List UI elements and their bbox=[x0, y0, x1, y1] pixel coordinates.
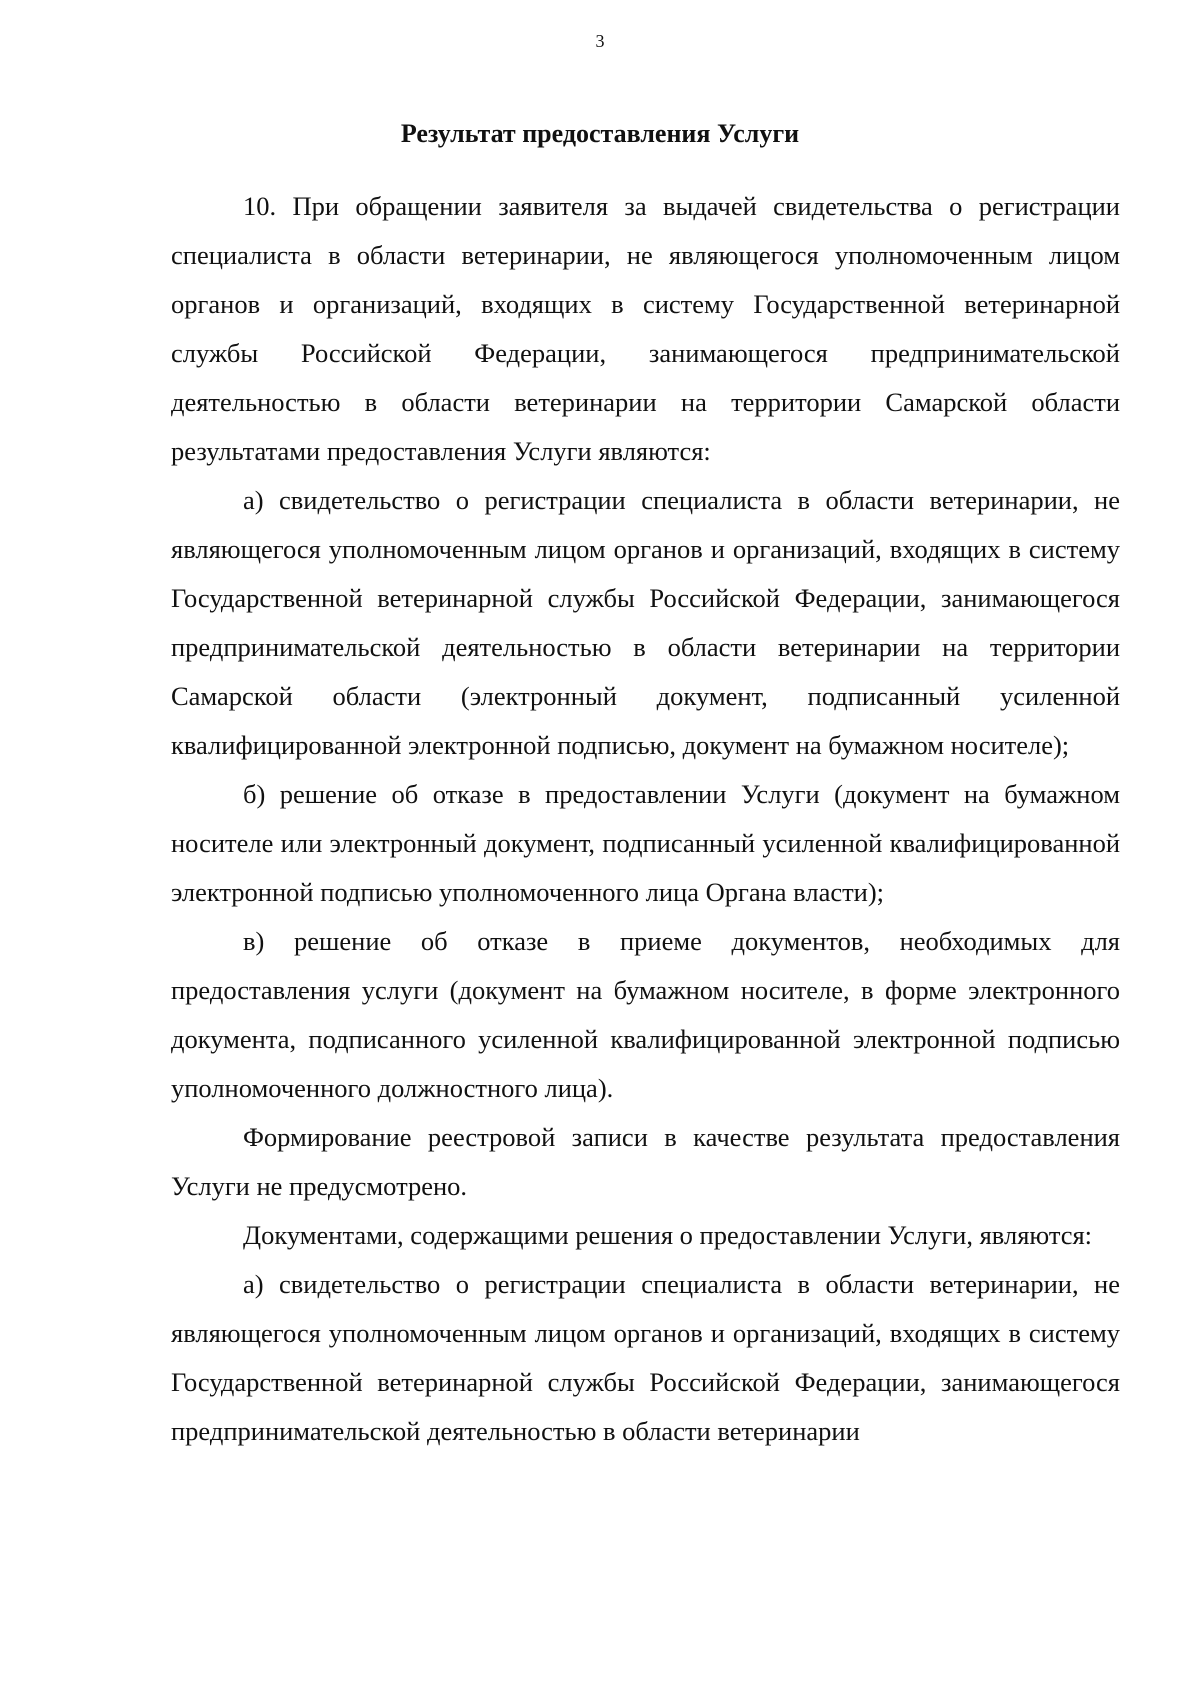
paragraph-item-a: а) свидетельство о регистрации специалиста в области ветеринарии, не являющегося уполномоченным лицом органов и организаций, входящих в систему Государственной ветеринарной службы Российской Федерации, занимающегося предпринимательской деятельностью в области ветеринарии на территории Самарской области (электронный документ, подписанный усиленной квалифицированной электронной подписью, документ на бумажном носителе); bbox=[171, 485, 1120, 760]
section-heading: Результат предоставления Услуги bbox=[400, 119, 800, 148]
paragraph-item-v: в) решение об отказе в приеме документов, необходимых для предоставления услуги (документ на бумажном носителе, в форме электронного документа, подписанного усиленной квалифицированной электронной подписью уполномоченного должностного лица). bbox=[171, 926, 1120, 1103]
paragraph-item-b: б) решение об отказе в предоставлении Услуги (документ на бумажном носителе или электронный документ, подписанный усиленной квалифицированной электронной подписью уполномоченного лица Органа власти); bbox=[171, 779, 1120, 907]
paragraph-decision-item-a: а) свидетельство о регистрации специалиста в области ветеринарии, не являющегося уполномоченным лицом органов и организаций, входящих в систему Государственной ветеринарной службы Российской Федерации, занимающегося предпринимательской деятельностью в области ветеринарии bbox=[171, 1269, 1120, 1446]
page-number: 3 bbox=[595, 31, 605, 51]
paragraph-decision-documents: Документами, содержащими решения о предоставлении Услуги, являются: bbox=[243, 1220, 1093, 1250]
document-body bbox=[171, 182, 1120, 1456]
paragraph-registry-record: Формирование реестровой записи в качестве результата предоставления Услуги не предусмотрено. bbox=[171, 1122, 1120, 1201]
paragraph-clause-10: 10. При обращении заявителя за выдачей свидетельства о регистрации специалиста в области ветеринарии, не являющегося уполномоченным лицом органов и организаций, входящих в систему Государственной ветеринарной службы Российской Федерации, занимающегося предпринимательской деятельностью в области ветеринарии на территории Самарской области результатами предоставления Услуги являются: bbox=[171, 191, 1120, 466]
